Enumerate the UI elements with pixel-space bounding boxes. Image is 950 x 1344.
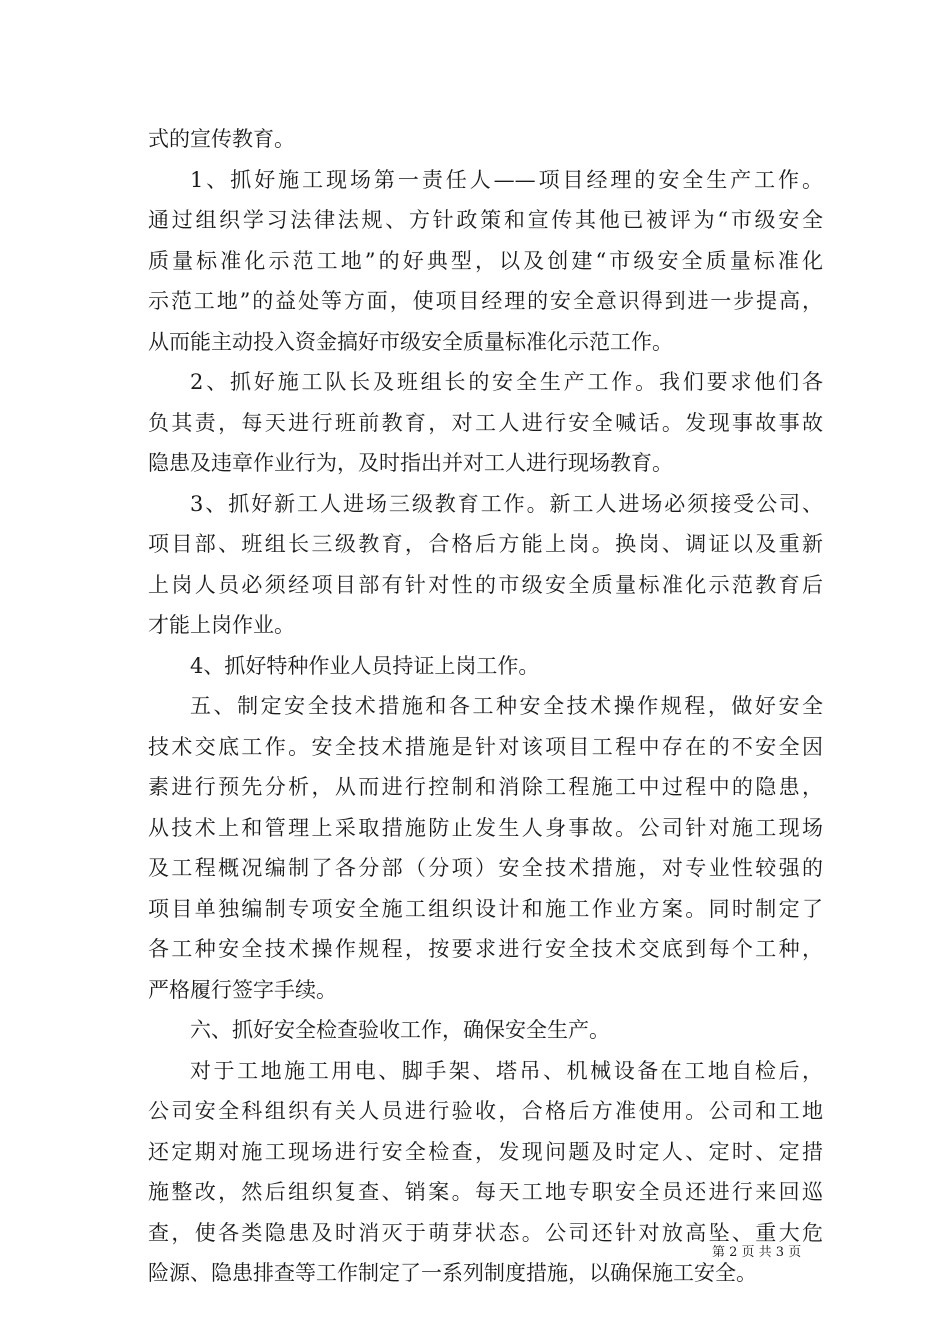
text-line: 项目单独编制专项安全施工组织设计和施工作业方案。同时制定了 [148,896,823,921]
text-line: 从而能主动投入资金搞好市级安全质量标准化示范工作。 [148,329,673,354]
text-line: 2、抓好施工队长及班组长的安全生产工作。我们要求他们各 [190,370,823,394]
text-line: 五、制定安全技术措施和各工种安全技术操作规程，做好安全 [190,694,823,718]
text-line: 公司安全科组织有关人员进行验收，合格后方准使用。公司和工地 [148,1099,823,1123]
text-line: 4、抓好特种作业人员持证上岗工作。 [190,653,540,678]
text-line: 1、抓好施工现场第一责任人——项目经理的安全生产工作。 [190,167,823,192]
text-line: 隐患及违章作业行为，及时指出并对工人进行现场教育。 [148,451,673,475]
text-line: 技术交底工作。安全技术措施是针对该项目工程中存在的不安全因 [148,734,823,759]
text-line: 险源、隐患排查等工作制定了一系列制度措施，以确保施工安全。 [148,1261,757,1285]
text-line: 对于工地施工用电、脚手架、塔吊、机械设备在工地自检后， [190,1058,823,1083]
text-line: 通过组织学习法律法规、方针政策和宣传其他已被评为“市级安全 [148,208,823,232]
document-body [148,119,823,1294]
text-line: 式的宣传教育。 [148,127,295,151]
text-line: 负其责，每天进行班前教育，对工人进行安全喊话。发现事故事故 [148,410,823,435]
text-line: 查，使各类隐患及时消灭于萌芽状态。公司还针对放高坠、重大危 [148,1220,823,1245]
text-line: 示范工地”的益处等方面，使项目经理的安全意识得到进一步提高， [148,289,823,313]
text-line: 及工程概况编制了各分部（分项）安全技术措施，对专业性较强的 [148,856,823,880]
text-line: 3、抓好新工人进场三级教育工作。新工人进场必须接受公司、 [190,491,823,516]
text-line: 严格履行签字手续。 [148,977,337,1002]
text-line: 素进行预先分析，从而进行控制和消除工程施工中过程中的隐患， [148,775,823,799]
page-number: 第 2 页 共 3 页 [712,1245,802,1260]
text-line: 六、抓好安全检查验收工作，确保安全生产。 [190,1018,610,1042]
text-line: 上岗人员必须经项目部有针对性的市级安全质量标准化示范教育后 [148,572,823,597]
text-line: 还定期对施工现场进行安全检查，发现问题及时定人、定时、定措 [148,1139,823,1164]
text-line: 质量标准化示范工地”的好典型，以及创建“市级安全质量标准化 [148,248,823,273]
text-line: 施整改，然后组织复查、销案。每天工地专职安全员还进行来回巡 [148,1180,823,1204]
text-line: 项目部、班组长三级教育，合格后方能上岗。换岗、调证以及重新 [148,532,823,556]
text-line: 各工种安全技术操作规程，按要求进行安全技术交底到每个工种， [148,937,823,961]
text-line: 才能上岗作业。 [148,613,295,637]
text-line: 从技术上和管理上采取措施防止发生人身事故。公司针对施工现场 [148,815,823,840]
